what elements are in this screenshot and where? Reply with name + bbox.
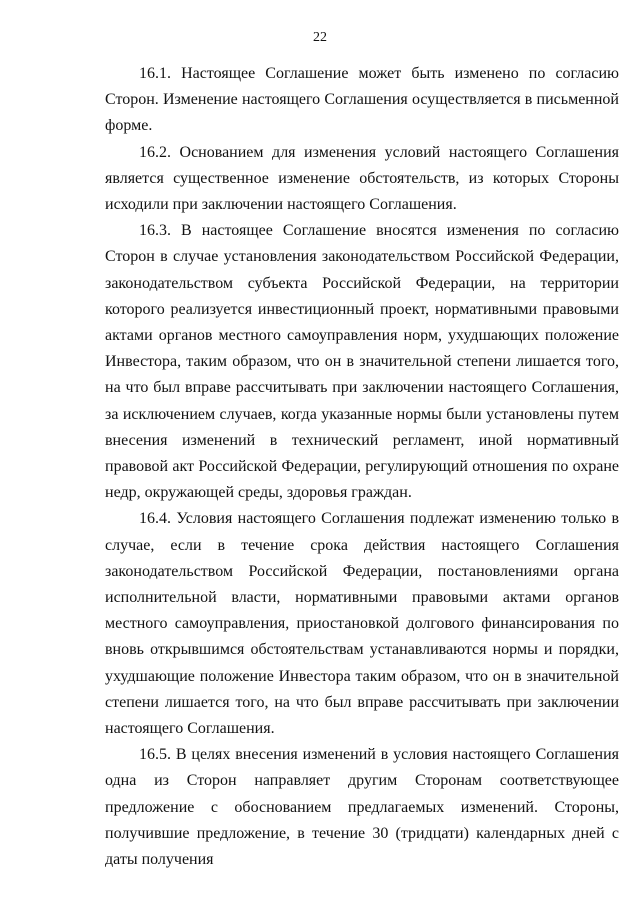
paragraph-16-1: 16.1. Настоящее Соглашение может быть изменено по согласию Сторон. Изменение настоящего Соглашения осуществляется в письменной форме. [105, 65, 619, 135]
paragraph-16-4: 16.4. Условия настоящего Соглашения подлежат изменению только в случае, если в течение срока действия настоящего Соглашения законодательством Российской Федерации, постановлениями органа исполнительной власти, нормативными правовыми актами органов местного самоуправления, приостановкой долгового финансирования по вновь открывшимся обстоятельствам устанавливаются нормы и порядки, ухудшающие положение Инвестора таким образом, что он в значительной степени лишается того, на что был вправе рассчитывать при заключении настоящего Соглашения. [105, 510, 619, 738]
document-body [105, 61, 619, 873]
paragraph-16-5: 16.5. В целях внесения изменений в условия настоящего Соглашения одна из Сторон направляет другим Сторонам соответствующее предложение с обоснованием предлагаемых изменений. Стороны, получившие предложение, в течение 30 (тридцати) календарных дней с даты получения [105, 746, 619, 869]
paragraph-16-2: 16.2. Основанием для изменения условий настоящего Соглашения является существенное изменение обстоятельств, из которых Стороны исходили при заключении настоящего Соглашения. [105, 143, 619, 214]
page-number: 22 [313, 30, 327, 45]
paragraph-16-3: 16.3. В настоящее Соглашение вносятся изменения по согласию Сторон в случае установления законодательством Российской Федерации, законодательством субъекта Российской Федерации, на территории которого реализуется инвестиционный проект, нормативными правовыми актами органов местного самоуправления норм, ухудшающих положение Инвестора, таким образом, что он в значительной степени лишается того, на что был вправе рассчитывать при заключении настоящего Соглашения, за исключением случаев, когда указанные нормы были установлены путем внесения изменений в технический регламент, иной нормативный правовой акт Российской Федерации, регулирующий отношения по охране недр, окружающей среды, здоровья граждан. [105, 222, 619, 502]
